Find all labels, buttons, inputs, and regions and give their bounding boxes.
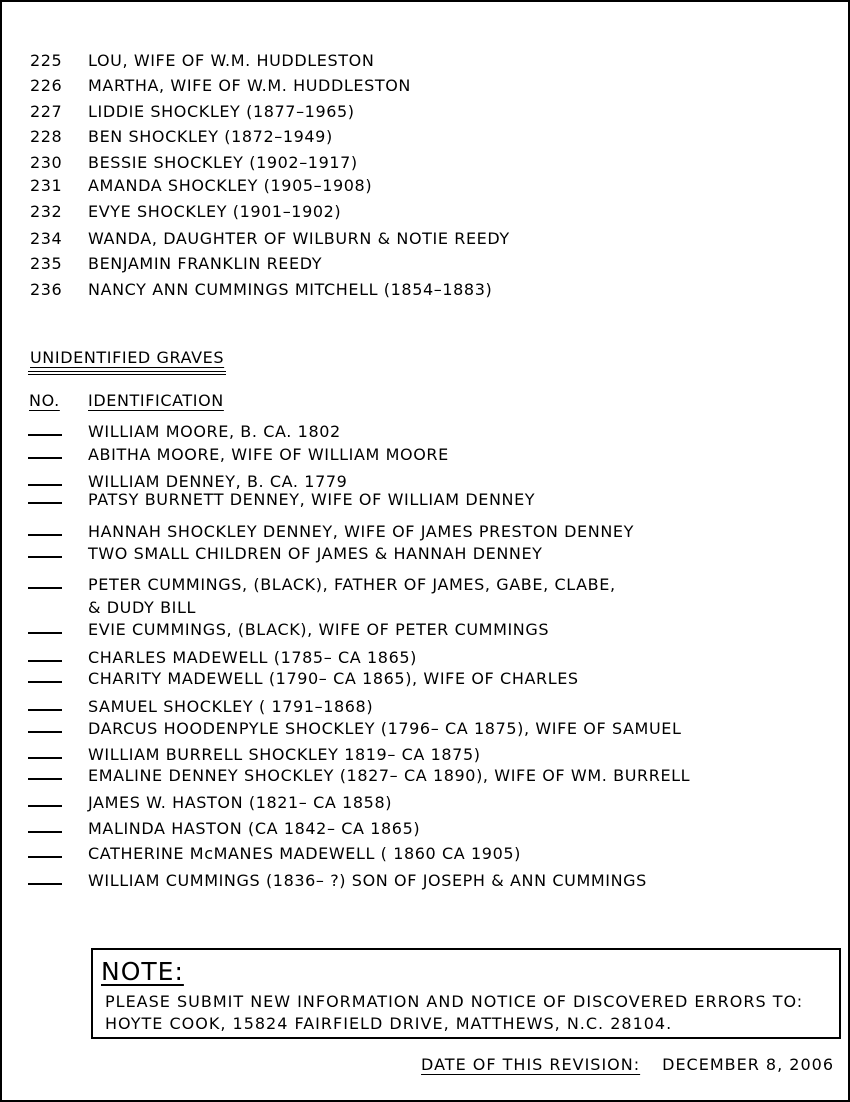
revision-label: DATE OF THIS REVISION: <box>421 1055 641 1074</box>
unidentified-identification: PATSY BURNETT DENNEY, WIFE OF WILLIAM DENNEY <box>88 490 536 509</box>
unidentified-identification: TWO SMALL CHILDREN OF JAMES & HANNAH DENNEY <box>88 544 543 563</box>
note-line-2: HOYTE COOK, 15824 FAIRFIELD DRIVE, MATTHEWS, N.C. 28104. <box>105 1014 673 1033</box>
grave-number: 228 <box>30 127 63 146</box>
blank-number-line <box>28 434 62 436</box>
unidentified-identification: WILLIAM DENNEY, B. CA. 1779 <box>88 472 348 491</box>
grave-identification: LOU, WIFE OF W.M. HUDDLESTON <box>88 51 375 70</box>
revision-date-value: DECEMBER 8, 2006 <box>662 1055 834 1074</box>
grave-number: 225 <box>30 51 63 70</box>
grave-identification: BEN SHOCKLEY (1872–1949) <box>88 127 333 146</box>
unidentified-identification: HANNAH SHOCKLEY DENNEY, WIFE OF JAMES PRESTON DENNEY <box>88 522 634 541</box>
note-box <box>91 948 841 1039</box>
grave-identification: LIDDIE SHOCKLEY (1877–1965) <box>88 102 355 121</box>
unidentified-identification: CHARITY MADEWELL (1790– CA 1865), WIFE OF CHARLES <box>88 669 579 688</box>
blank-number-line <box>28 805 62 807</box>
grave-identification: MARTHA, WIFE OF W.M. HUDDLESTON <box>88 76 411 95</box>
grave-number: 227 <box>30 102 63 121</box>
blank-number-line <box>28 632 62 634</box>
unidentified-identification: CHARLES MADEWELL (1785– CA 1865) <box>88 648 417 667</box>
unidentified-identification: PETER CUMMINGS, (BLACK), FATHER OF JAMES, GABE, CLABE, <box>88 575 616 594</box>
column-header-no: NO. <box>29 391 60 410</box>
revision-date <box>421 1055 834 1075</box>
grave-number: 232 <box>30 202 63 221</box>
grave-identification: EVYE SHOCKLEY (1901–1902) <box>88 202 342 221</box>
blank-number-line <box>28 883 62 885</box>
unidentified-identification: WILLIAM CUMMINGS (1836– ?) SON OF JOSEPH & ANN CUMMINGS <box>88 871 647 890</box>
blank-number-line <box>28 778 62 780</box>
note-line-1: PLEASE SUBMIT NEW INFORMATION AND NOTICE OF DISCOVERED ERRORS TO: <box>105 992 804 1011</box>
blank-number-line <box>28 856 62 858</box>
unidentified-identification: CATHERINE McMANES MADEWELL ( 1860 CA 1905) <box>88 844 521 863</box>
unidentified-identification: SAMUEL SHOCKLEY ( 1791–1868) <box>88 697 374 716</box>
grave-identification: WANDA, DAUGHTER OF WILBURN & NOTIE REEDY <box>88 229 510 248</box>
grave-number: 236 <box>30 280 63 299</box>
unidentified-identification: DARCUS HOODENPYLE SHOCKLEY (1796– CA 1875), WIFE OF SAMUEL <box>88 719 682 738</box>
column-header-identification: IDENTIFICATION <box>88 391 224 410</box>
grave-number: 230 <box>30 153 63 172</box>
grave-number: 231 <box>30 176 63 195</box>
blank-number-line <box>28 587 62 589</box>
unidentified-identification: WILLIAM MOORE, B. CA. 1802 <box>88 422 341 441</box>
unidentified-graves-heading: UNIDENTIFIED GRAVES <box>28 348 226 375</box>
unidentified-identification: ABITHA MOORE, WIFE OF WILLIAM MOORE <box>88 445 449 464</box>
unidentified-identification-continuation: & DUDY BILL <box>88 598 197 617</box>
blank-number-line <box>28 681 62 683</box>
grave-identification: AMANDA SHOCKLEY (1905–1908) <box>88 176 373 195</box>
grave-identification: BENJAMIN FRANKLIN REEDY <box>88 254 323 273</box>
blank-number-line <box>28 484 62 486</box>
unidentified-identification: JAMES W. HASTON (1821– CA 1858) <box>88 793 393 812</box>
unidentified-identification: EVIE CUMMINGS, (BLACK), WIFE OF PETER CUMMINGS <box>88 620 550 639</box>
blank-number-line <box>28 457 62 459</box>
grave-identification: NANCY ANN CUMMINGS MITCHELL (1854–1883) <box>88 280 493 299</box>
grave-identification: BESSIE SHOCKLEY (1902–1917) <box>88 153 358 172</box>
blank-number-line <box>28 731 62 733</box>
blank-number-line <box>28 831 62 833</box>
blank-number-line <box>28 534 62 536</box>
grave-number: 234 <box>30 229 63 248</box>
note-title: NOTE: <box>101 957 184 986</box>
unidentified-identification: MALINDA HASTON (CA 1842– CA 1865) <box>88 819 421 838</box>
blank-number-line <box>28 757 62 759</box>
blank-number-line <box>28 660 62 662</box>
blank-number-line <box>28 556 62 558</box>
unidentified-identification: WILLIAM BURRELL SHOCKLEY 1819– CA 1875) <box>88 745 481 764</box>
grave-number: 235 <box>30 254 63 273</box>
blank-number-line <box>28 709 62 711</box>
grave-number: 226 <box>30 76 63 95</box>
unidentified-identification: EMALINE DENNEY SHOCKLEY (1827– CA 1890), WIFE OF WM. BURRELL <box>88 766 691 785</box>
blank-number-line <box>28 502 62 504</box>
